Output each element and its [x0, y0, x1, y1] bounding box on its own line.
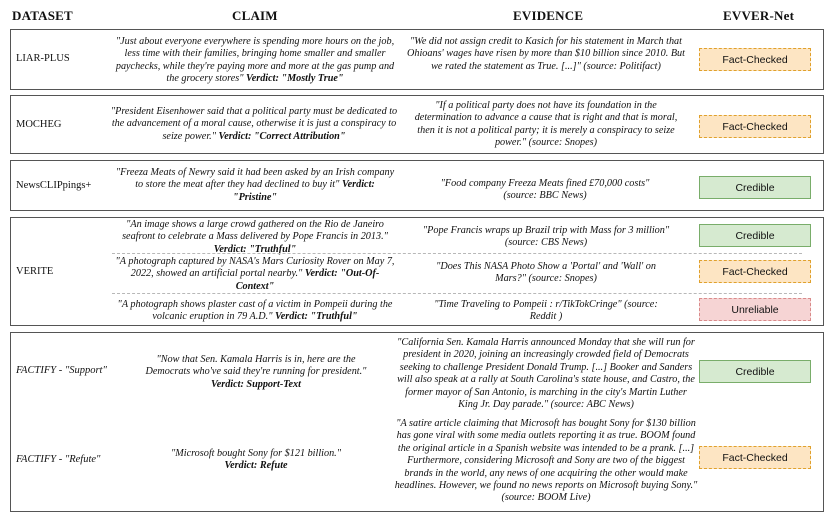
verite-separator-2: [112, 293, 802, 294]
claim-liar-plus: [112, 36, 398, 86]
label-mocheg: Fact-Checked: [699, 115, 811, 138]
label-newsclippings: Credible: [699, 176, 811, 199]
evidence-verite-2: "Does This NASA Photo Show a 'Portal' and 'Wall' on Mars?" (source: Snopes): [436, 261, 656, 285]
header-dataset: DATASET: [12, 8, 73, 23]
claim-text: "Freeza Meats of Newry said it had been asked by an Irish company to store the meat after they had declined to buy it": [115, 167, 395, 191]
claim-verite-2: [114, 256, 396, 293]
label-liar-plus: Fact-Checked: [699, 48, 811, 71]
header-evver-net: EVVER-Net: [723, 8, 795, 23]
label-verite-3: Unreliable: [699, 298, 811, 321]
evidence-factify-refute: "A satire article claiming that Microsoft has bought Sony for $130 billion has gone viral with some media outlets reporting it as true. BOOM found the original article in a Spanish website was intended to be a prank. [...] Furthermore, considering Microsoft and Sony are two of the biggest brands in the world, any news of one acquiring the other would make headlines. However, we found no news reports on Microsoft buying Sony." (source: BOOM Live): [394, 418, 698, 504]
claim-text: "An image shows a large crowd gathered on the Rio de Janeiro seafront to celebrate a Mass delivered by Pope Francis in 2013.": [122, 219, 388, 243]
claim-verdict: Verdict: Refute: [224, 460, 288, 472]
evidence-verite-1: "Pope Francis wraps up Brazil trip with Mass for 3 million" (source: CBS News): [422, 225, 670, 249]
claim-factify-support: [140, 354, 372, 391]
dataset-newsclippings: NewsCLIPpings+: [16, 180, 92, 191]
label-factify-support: Credible: [699, 360, 811, 383]
claim-text: "Microsoft bought Sony for $121 billion.": [170, 448, 342, 459]
dataset-liar-plus: LIAR-PLUS: [16, 53, 70, 64]
verite-separator-1: [112, 253, 802, 254]
evidence-verite-3: "Time Traveling to Pompeii : r/TikTokCringe" (source: Reddit ): [434, 299, 658, 323]
header-claim: CLAIM: [232, 8, 278, 23]
label-verite-1: Credible: [699, 224, 811, 247]
claim-verdict: Verdict: "Pristine": [232, 179, 375, 203]
claim-verite-1: [116, 219, 394, 256]
claim-verdict: Verdict: "Truthful": [275, 311, 358, 323]
claim-text: "President Eisenhower said that a political party must be dedicated to the advancement of a moral cause, otherwise it is just a conspiracy to seize power.": [110, 106, 398, 142]
claim-verdict: Verdict: Support-Text: [211, 378, 301, 390]
claim-text: "Now that Sen. Kamala Harris is in, here are the Democrats who've said they're running for president.": [145, 354, 367, 378]
dataset-mocheg: MOCHEG: [16, 119, 62, 130]
evidence-factify-support: "California Sen. Kamala Harris announced Monday that she will run for president in 2020, joining an increasingly crowded field of Democrats seeking to challenge President Donald Trump. [...] Booker and Sanders will also speak at a rally at South Carolina's state house, and Castro, the former mayor of San Antonio, is marching in the city's Martin Luther King Jr. Day parade." (source: ABC News): [397, 337, 695, 411]
claim-newsclippings: [114, 167, 396, 204]
dataset-verite: VERITE: [16, 266, 54, 277]
claim-text: "A photograph captured by NASA's Mars Curiosity Rover on May 7, 2022, showed an artificial portal nearby.": [115, 256, 395, 280]
evidence-newsclippings: "Food company Freeza Meats fined £70,000 costs" (source: BBC News): [440, 178, 650, 202]
claim-text: "Just about everyone everywhere is spending more hours on the job, less time with their families, bringing home smaller and smaller paychecks, while they're paying more and more at the gas pump and the grocery stores": [115, 36, 395, 85]
label-verite-2: Fact-Checked: [699, 260, 811, 283]
claim-verdict: Verdict: "Mostly True": [246, 73, 344, 85]
claim-mocheg: [108, 106, 400, 143]
dataset-factify-refute: FACTIFY - "Refute": [16, 454, 101, 465]
claim-factify-refute: [150, 448, 362, 473]
claim-verite-3: [114, 299, 396, 324]
claim-verdict: Verdict: "Out-Of-Context": [235, 268, 380, 292]
evidence-liar-plus: "We did not assign credit to Kasich for his statement in March that Ohioans' wages have risen by more than $10 billion since 2010. But we rated the statement as True. [...]" (source: Politifact): [407, 36, 685, 72]
claim-text: "A photograph shows plaster cast of a victim in Pompeii during the volcanic eruption in 79 A.D.": [117, 299, 393, 323]
claim-verdict: Verdict: "Correct Attribution": [218, 130, 346, 142]
claim-verdict: Verdict: "Truthful": [213, 243, 297, 255]
evidence-mocheg: "If a political party does not have its foundation in the determination to advance a cause that is right and that is moral, then it is not a political party; it is merely a conspiracy to seize power." (source: Snopes): [414, 100, 678, 149]
header-evidence: EVIDENCE: [513, 8, 584, 23]
dataset-factify-support: FACTIFY - "Support": [16, 365, 107, 376]
label-factify-refute: Fact-Checked: [699, 446, 811, 469]
